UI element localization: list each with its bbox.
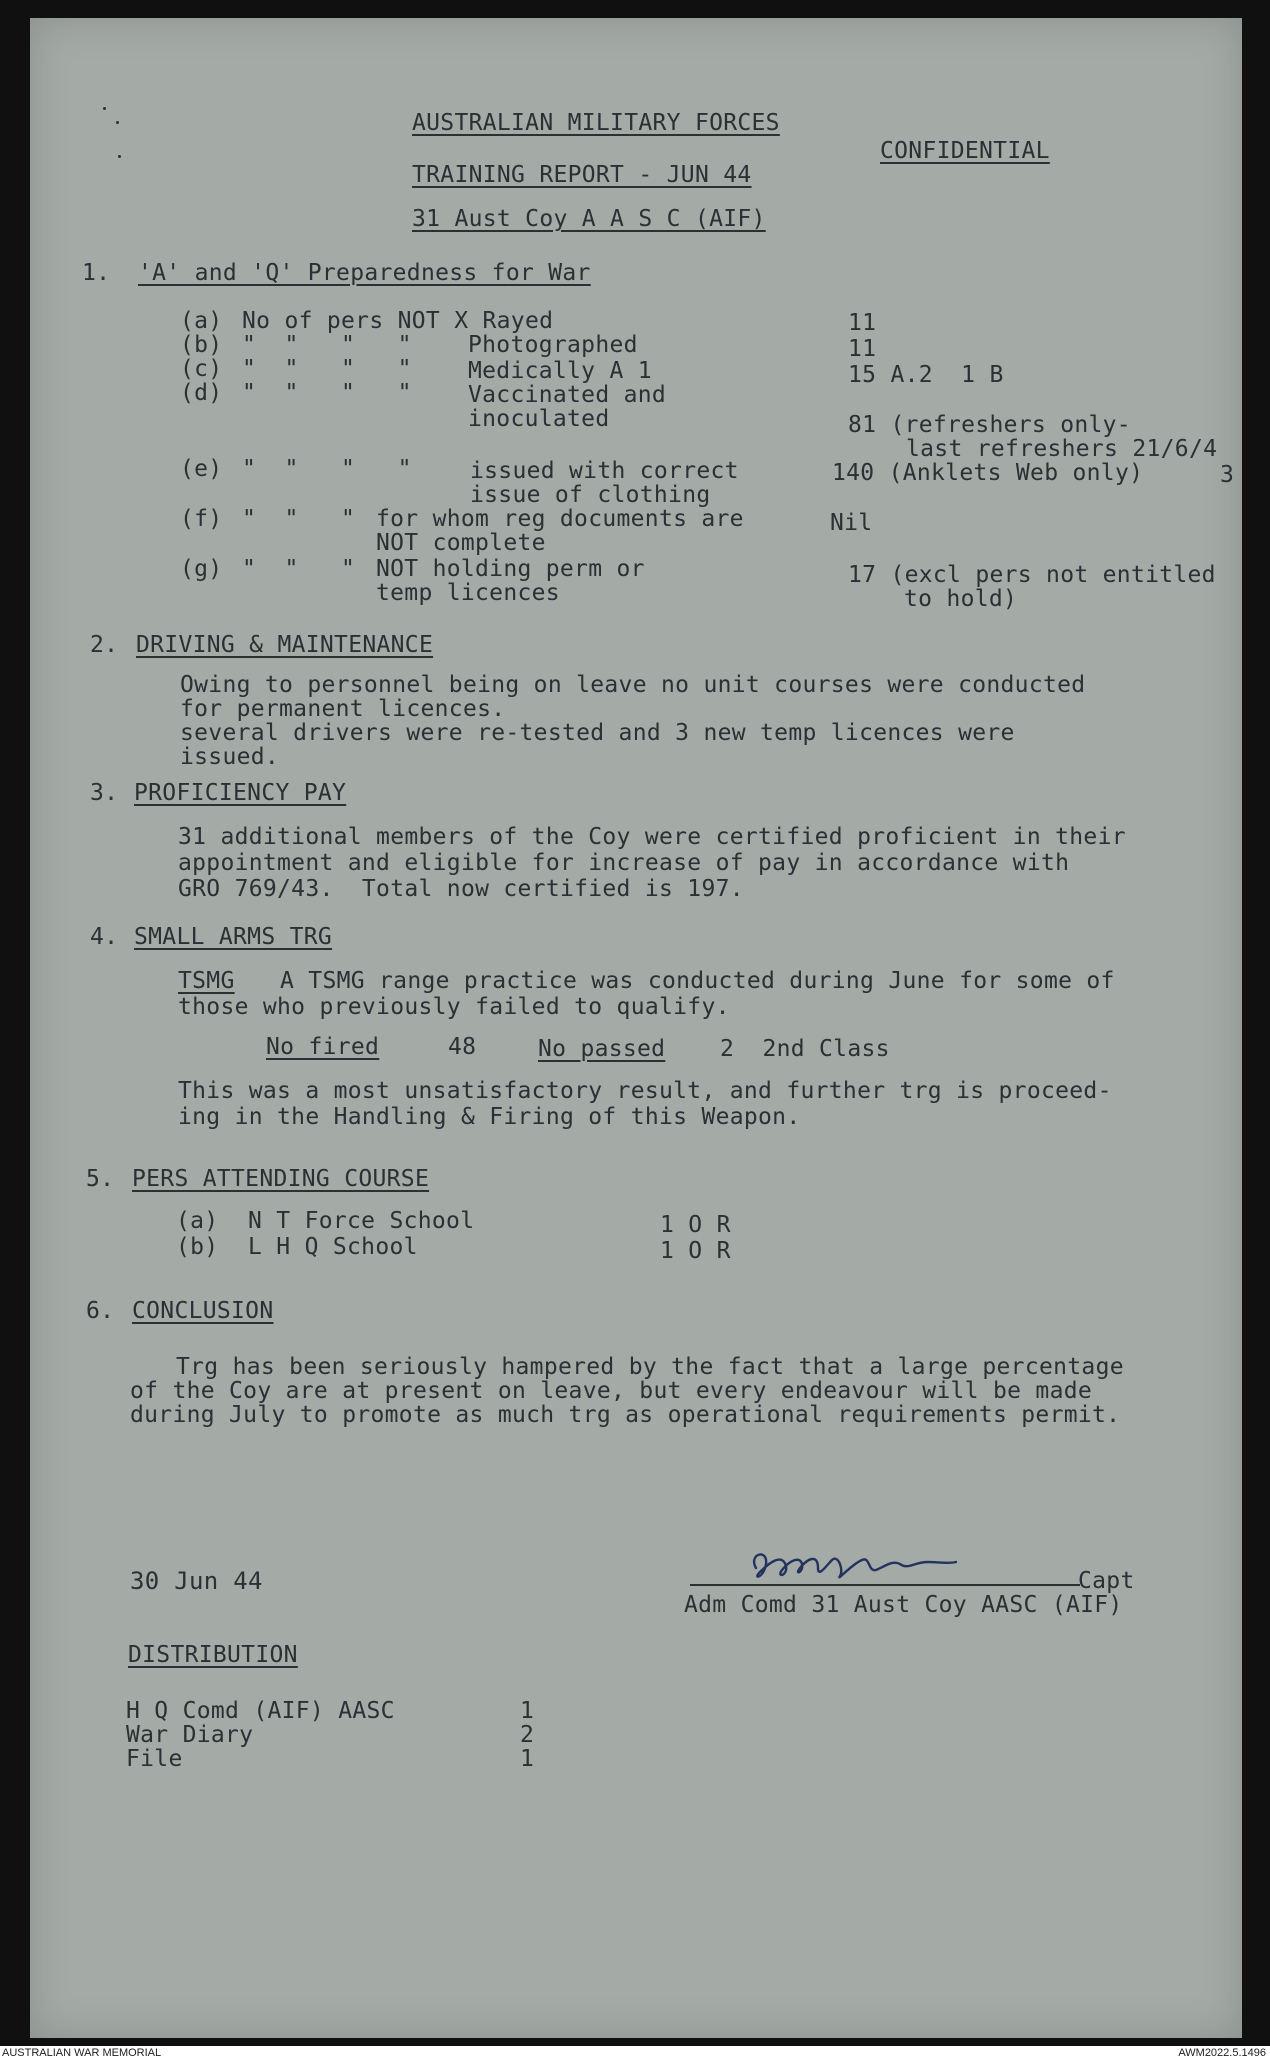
section-heading: PROFICIENCY PAY [134, 780, 347, 806]
paper-mark [116, 121, 119, 124]
item-text: issue of clothing [470, 482, 711, 508]
distribution-name: War Diary [126, 1722, 254, 1748]
paragraph-line: Owing to personnel being on leave no unit courses were conducted [180, 672, 1086, 698]
paragraph-line: GRO 769/43. Total now certified is 197. [178, 876, 744, 902]
paragraph-line: issued. [180, 744, 280, 770]
section-number: 3. [90, 780, 119, 806]
distribution-qty: 1 [520, 1746, 535, 1772]
item-text: Photographed [468, 332, 638, 358]
item-text: inoculated [468, 406, 610, 432]
paragraph-line: for permanent licences. [180, 696, 506, 722]
item-text: NOT holding perm or [376, 556, 645, 582]
signatory-appointment: Adm Comd 31 Aust Coy AASC (AIF) [684, 1592, 1123, 1618]
section-number: 6. [86, 1298, 115, 1324]
distribution-qty: 1 [520, 1698, 535, 1724]
paragraph-line: 31 additional members of the Coy were certified proficient in their [178, 824, 1126, 850]
section-number: 1. [82, 260, 111, 286]
distribution-name: H Q Comd (AIF) AASC [126, 1698, 395, 1724]
ditto-marks: " " " [242, 506, 356, 532]
item-text: for whom reg documents are [376, 506, 744, 532]
paragraph-line: Trg has been seriously hampered by the fact that a large percentage [176, 1354, 1124, 1380]
item-label: (a) [180, 308, 223, 334]
item-value: 11 [848, 336, 877, 362]
paragraph-line: A TSMG range practice was conducted during June for some of [280, 968, 1115, 994]
item-value: 140 (Anklets Web only) [832, 460, 1144, 486]
item-value: 11 [848, 310, 877, 336]
ditto-marks: " " " [242, 556, 356, 582]
item-value: 17 (excl pers not entitled [848, 562, 1216, 588]
ditto-marks: " " " " [242, 332, 412, 358]
section-heading: CONCLUSION [132, 1298, 274, 1324]
tsmg-label: TSMG [178, 968, 235, 994]
section-heading: SMALL ARMS TRG [134, 924, 333, 950]
distribution-heading: DISTRIBUTION [128, 1642, 298, 1668]
paper-mark [118, 155, 121, 158]
unit-title: 31 Aust Coy A A S C (AIF) [412, 206, 766, 232]
paragraph-line: of the Coy are at present on leave, but every endeavour will be made [130, 1378, 1093, 1404]
distribution-name: File [126, 1746, 183, 1772]
item-text: NOT complete [376, 530, 546, 556]
section-heading: 'A' and 'Q' Preparedness for War [138, 260, 591, 286]
ditto-marks: " " " " [242, 380, 412, 406]
item-value-extra: 3 [1220, 462, 1235, 488]
item-value: Nil [830, 510, 873, 536]
item-label: (a) [176, 1208, 219, 1234]
archive-reference: AWM2022.5.1496 [1178, 2047, 1266, 2059]
ditto-marks: " " " " [242, 456, 412, 482]
paragraph-line: appointment and eligible for increase of pay in accordance with [178, 850, 1070, 876]
item-label: (e) [180, 456, 223, 482]
item-label: (b) [180, 332, 223, 358]
paragraph-line: ing in the Handling & Firing of this Weapon. [178, 1104, 801, 1130]
ditto-marks: " " " " [242, 356, 412, 382]
item-text: No of pers NOT X Rayed [242, 308, 554, 334]
item-value: 1 O R [660, 1212, 731, 1238]
section-heading: PERS ATTENDING COURSE [132, 1166, 430, 1192]
item-text: Vaccinated and [468, 382, 667, 408]
item-label: (b) [176, 1234, 219, 1260]
section-number: 5. [86, 1166, 115, 1192]
item-text: N T Force School [248, 1208, 475, 1234]
report-date: 30 Jun 44 [130, 1567, 263, 1595]
section-number: 4. [90, 924, 119, 950]
paragraph-line: during July to promote as much trg as operational requirements permit. [130, 1402, 1121, 1428]
item-text: temp licences [376, 580, 560, 606]
fired-value: 48 [448, 1034, 477, 1060]
passed-label: No passed [538, 1036, 666, 1062]
fired-label: No fired [266, 1034, 380, 1060]
report-title: TRAINING REPORT - JUN 44 [412, 162, 752, 188]
item-value: 1 O R [660, 1238, 731, 1264]
item-value: 81 (refreshers only- [848, 412, 1131, 438]
archive-credit: AUSTRALIAN WAR MEMORIAL [2, 2047, 162, 2059]
item-value: to hold) [904, 586, 1018, 612]
section-number: 2. [90, 632, 119, 658]
item-label: (f) [180, 506, 223, 532]
paper-mark [103, 107, 106, 110]
paragraph-line: This was a most unsatisfactory result, and further trg is proceed- [178, 1078, 1112, 1104]
item-value: last refreshers 21/6/4 [906, 436, 1218, 462]
item-text: L H Q School [248, 1234, 418, 1260]
passed-value: 2 2nd Class [720, 1036, 890, 1062]
section-heading: DRIVING & MAINTENANCE [136, 632, 434, 658]
item-label: (c) [180, 356, 223, 382]
paragraph-line: those who previously failed to qualify. [178, 994, 730, 1020]
item-text: issued with correct [470, 458, 739, 484]
signature-line [690, 1584, 1080, 1586]
signatory-rank: Capt [1078, 1568, 1135, 1594]
org-heading: AUSTRALIAN MILITARY FORCES [412, 110, 780, 136]
item-value: 15 A.2 1 B [848, 362, 1004, 388]
item-label: (g) [180, 556, 223, 582]
distribution-qty: 2 [520, 1722, 535, 1748]
item-label: (d) [180, 380, 223, 406]
classification-label: CONFIDENTIAL [880, 138, 1050, 164]
item-text: Medically A 1 [468, 358, 652, 384]
paragraph-line: several drivers were re-tested and 3 new temp licences were [180, 720, 1015, 746]
